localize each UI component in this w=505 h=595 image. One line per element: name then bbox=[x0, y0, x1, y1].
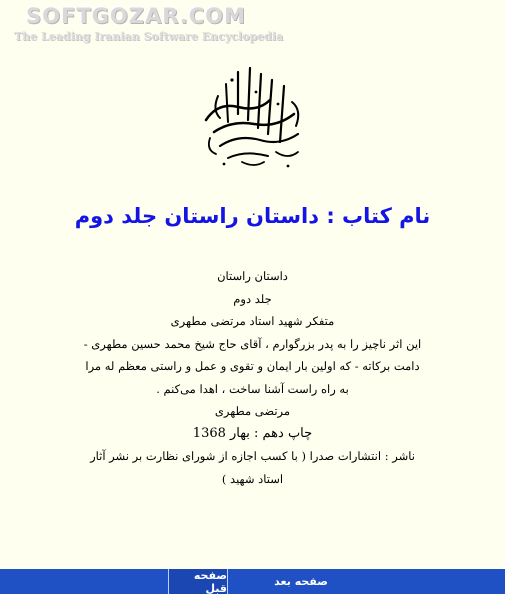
info-line-volume: جلد دوم bbox=[233, 291, 272, 306]
page-navigation-bar bbox=[0, 569, 505, 594]
info-line-edition: چاپ دهم : بهار 1368 bbox=[192, 425, 313, 441]
basmala-calligraphy-icon bbox=[198, 62, 310, 172]
book-info bbox=[80, 265, 425, 490]
info-line-title: داستان راستان bbox=[217, 269, 288, 283]
info-line-dedication: این اثر ناچیز را به پدر بزرگوارم ، آقای حاج شیخ محمد حسین مطهری - دامت برکاته - که اولین بار ایمان و تقوی و عمل و راستی معظم له مرا به راه راست آشنا ساخت ، اهدا می‌کنم . bbox=[83, 336, 422, 396]
watermark bbox=[0, 0, 284, 48]
info-line-publisher: ناشر : انتشارات صدرا ( با کسب اجازه از شورای نظارت بر نشر آثار استاد شهید ) bbox=[90, 449, 415, 486]
watermark-logo: SOFTGOZAR.COM bbox=[26, 4, 246, 28]
watermark-tagline: The Leading Iranian Software Encyclopedia bbox=[14, 30, 284, 43]
info-line-author: متفکر شهید استاد مرتضی مطهری bbox=[170, 314, 335, 328]
next-page-button[interactable]: صفحه بعد bbox=[274, 575, 328, 588]
book-title: نام کتاب : داستان راستان جلد دوم bbox=[74, 204, 431, 228]
previous-page-button[interactable]: صفحه قبل bbox=[168, 569, 228, 594]
info-line-signature: مرتضی مطهری bbox=[214, 404, 291, 418]
